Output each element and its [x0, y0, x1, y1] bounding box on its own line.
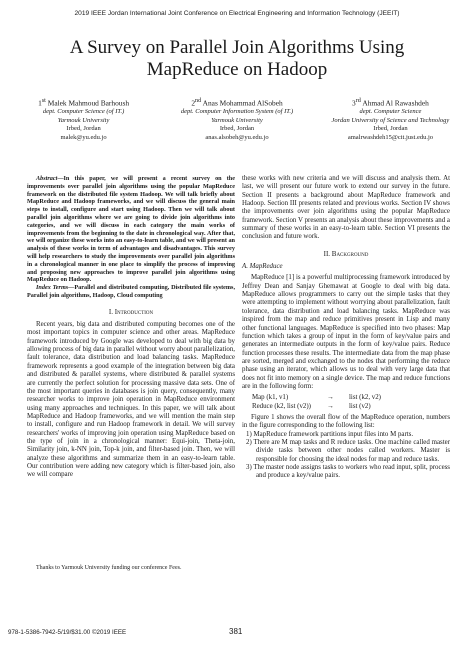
- map-arrow: →: [327, 394, 334, 402]
- abstract-text: —In this paper, we will present a recent survey on the improvements over parallel join algorithms using the popular MapReduce framework on the distributed file system Hadoop. We will talk briefly about MapReduce and Hadoop frameworks, and we will discuss the general main steps to install, configure and start using Hadoop. Then we will talk about parallel join algorithms where we are going to divide join algorithms into categories, and we will discuss in each category the main works of improvements from the beginning to the date in chronological way. After that, we will organize these works into an easy-to-learn table, and we will present an analysis of these works in term of advantages and disadvantages. This survey will help researchers to study the improvements over parallel join algorithms in a chronological manner in one place to simplify the process of improving and proposing new approaches to improve parallel join algorithms using MapReduce on Hadoop.: [27, 175, 235, 284]
- author-1-dept: dept. Computer Science (of IT.): [42, 108, 125, 116]
- left-column: [27, 175, 235, 480]
- author-1-email: malek@yu.edu.jo: [60, 133, 107, 141]
- intro-continued: these works with new criteria and we will discuss and analysis them. At last, we will present our future work to extend our survey in the future. Section II presents a background about MapReduce framework and Hadoop. Section III presents related and previous works. Section IV shows the improvements over join algorithms using the popular MapReduce framework. Section V presents an analysis about these improvements and a summary of these works in an easy-to-learn table. Section VI presents the conclusion and future work.: [242, 175, 450, 241]
- index-terms: [27, 284, 235, 300]
- author-3: [315, 97, 466, 142]
- author-1-city: Irbed, Jordan: [66, 125, 101, 133]
- author-3-sup: rd: [355, 98, 361, 104]
- intro-paragraph: Recent years, big data and distributed computing becomes one of the most important topics in computer science and other areas. MapReduce framework introduced by Google was developed to deal with big data by allowing process of big data in parallel without worry about parallelization, fault tolerance, data distribution and load balancing tasks. MapReduce framework represents a good example of the integration between big data and distributed & parallel systems, where distributed & parallel systems are currently the perfect solution for processing massive data sets. One of the most important queries in databases is join query, consequently, many researcher works to improve join operation in MapReduce environment using many approaches and techniques. In this paper, we will talk about MapReduce and Hadoop frameworks, and we will mention the main step to install, configure and run Hadoop framework in detail. We will survey researchers' works of improving join operation using MapReduce based on the type of join in a chronological manner: Equi-join, Theta-join, Similarity join, k-NN join, Top-k join, and filter-based join. Then, we will analyze these algorithms and summarize them in an easy-to-learn table. Our contribution were adding new category which is filter-based join, also we will compare: [27, 321, 235, 479]
- author-2-univ: Yarmouk University: [211, 116, 263, 124]
- author-2-name: Anas Mohammad AlSobeh: [202, 98, 283, 108]
- footer-isbn: 978-1-5386-7942-5/19/$31.00 ©2019 IEEE: [8, 629, 127, 636]
- index-terms-text: —Parallel and distributed computing, Distributed file systems, Parallel join algorithms, Hadoop, Cloud computing: [27, 284, 235, 299]
- author-1-name: Malek Mahmoud Barhoush: [47, 98, 130, 108]
- author-block: [8, 97, 466, 142]
- title-line-2: MapReduce on Hadoop: [146, 59, 328, 80]
- title-line-1: A Survey on Parallel Join Algorithms Using: [69, 37, 405, 58]
- figure-reference-paragraph: Figure 1 shows the overall flow of the MapReduce operation, numbers in the figure corresponding to the following list:: [242, 413, 450, 430]
- author-2-sup: nd: [195, 98, 202, 104]
- author-3-univ: Jordan University of Science and Technology: [331, 116, 450, 124]
- author-3-ordinal: 3: [352, 98, 356, 108]
- author-1-sup: st: [41, 98, 46, 104]
- author-3-name: Ahmad Al Rawashdeh: [362, 98, 429, 108]
- author-3-city: Irbed, Jordan: [373, 125, 408, 133]
- section-1-heading: I. Introduction: [108, 307, 154, 316]
- author-1-univ: Yarmouk University: [57, 116, 110, 124]
- author-2: [161, 97, 312, 142]
- map-function-output: list (k2, v2): [349, 394, 381, 402]
- author-3-email: amalrwashdeh15@cit.just.edu.jo: [347, 133, 434, 141]
- reduce-function-signature: Reduce (k2, list (v2)): [252, 402, 311, 410]
- author-2-city: Irbed, Jordan: [219, 125, 255, 133]
- index-terms-label: Index Terms: [36, 284, 69, 292]
- function-forms: [242, 394, 450, 411]
- right-column: [242, 175, 450, 481]
- author-2-dept: dept. Computer Information System (of IT.): [180, 108, 294, 116]
- author-1-ordinal: 1: [38, 98, 42, 108]
- section-2-heading: II. Background: [323, 249, 369, 258]
- reduce-function-output: list (v2): [349, 402, 371, 410]
- author-3-dept: dept. Computer Science: [359, 108, 422, 116]
- reduce-arrow: →: [327, 402, 334, 410]
- abstract-label: Abstract: [36, 175, 58, 182]
- list-item: 3) The master node assigns tasks to workers who read input, split, process and produce a key/value pairs.: [246, 464, 450, 480]
- paper-title: [20, 37, 454, 81]
- author-2-ordinal: 2: [191, 98, 196, 108]
- author-1: [8, 97, 159, 142]
- map-function-signature: Map (k1, v1): [252, 394, 289, 402]
- conference-header: 2019 IEEE Jordan International Joint Conference on Electrical Engineering and Information Technology (JEEIT): [74, 10, 400, 17]
- author-2-email: anas.alsobeh@yu.edu.jo: [205, 133, 269, 141]
- list-item: 2) There are M map tasks and R reduce tasks. One machine called master divide tasks between other nodes called workers. Master is responsible for choosing the ideal nodes for map and reduce tasks.: [246, 438, 450, 463]
- mapreduce-paragraph: MapReduce [1] is a powerful multiprocessing framework introduced by Jeffrey Dean and Sanjay Ghemawat at Google to deal with big data. MapReduce allows programmers to carry out the simple tasks that they were attempting to implement without worrying about parallelization, fault tolerance, data distribution and load balancing tasks. MapReduce was inspired from the map and reduce primitives present in Lisp and many other functional languages. MapReduce is specified into two phases: Map function which takes a group of input in the form of key/value pairs and generates an intermediate outputs in the form of key/value pairs. Reduce function processes these results. The intermediate data from the map phase are sorted, merged and exchanged to the nodes that performing the reduce phase using an iterator, which allows us to deal with very large data that does not fit into memory on a single device. The map and reduce functions are in the following form:: [242, 274, 450, 390]
- abstract: [27, 175, 235, 284]
- subsection-a-heading: A. MapReduce: [242, 263, 283, 271]
- page-number: 381: [229, 627, 243, 636]
- footnote: Thanks to Yarmouk University funding our conference Fees.: [36, 565, 182, 571]
- list-item: 1) MapReduce framework partitions input files into M parts.: [246, 430, 414, 438]
